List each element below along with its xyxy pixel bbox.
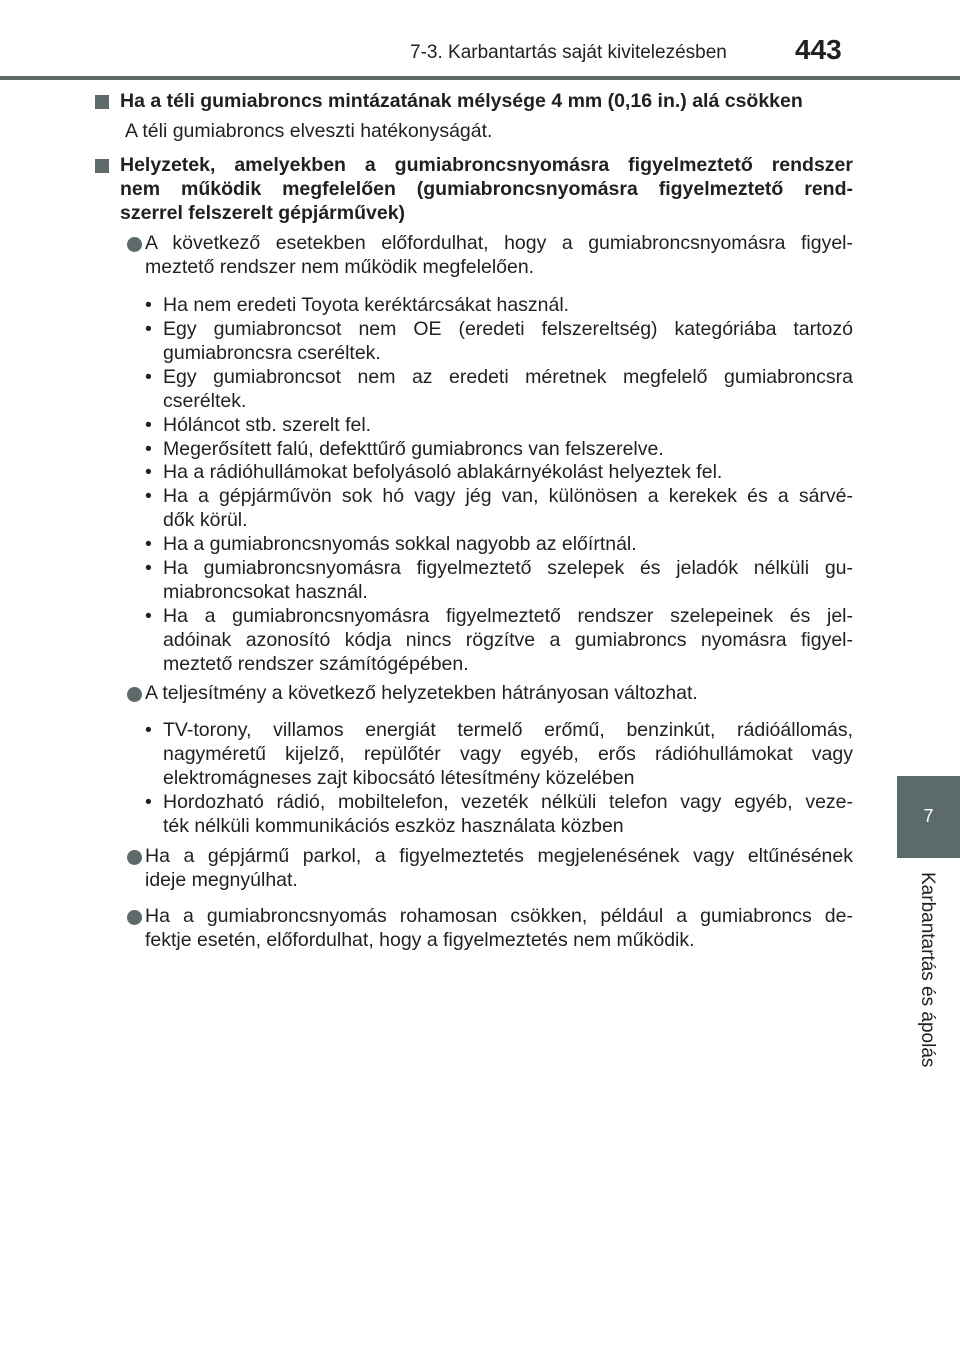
point-text-line: fektje esetén, előfordulhat, hogy a figyelmeztetés nem működik. — [145, 928, 695, 951]
point-text-line: meztető rendszer nem működik megfelelően. — [145, 256, 535, 279]
point-item — [108, 682, 853, 838]
section-tpms-situations — [108, 154, 853, 953]
point-bullet-icon — [127, 910, 142, 925]
point-item — [108, 232, 853, 676]
list-item-line: TV-torony, villamos energiát termelő erőmű, benzinkút, rádióállomás, — [163, 719, 853, 742]
running-header-title: 7-3. Karbantartás saját kivitelezésben — [410, 42, 727, 63]
point-text-line: A teljesítmény a következő helyzetekben hátrányosan változhat. — [145, 682, 698, 705]
list-item — [145, 318, 853, 366]
list-item-line: Ha a gépjárművön sok hó vagy jég van, különösen a kerekek és a sárvé- — [163, 485, 853, 508]
page-number: 443 — [795, 34, 842, 65]
list-item — [145, 437, 853, 462]
bullet-glyph: • — [145, 485, 152, 508]
section-heading-line: nem működik megfelelően (gumiabroncsnyomásra figyelmeztető rend- — [120, 177, 853, 200]
bullet-list — [145, 294, 853, 676]
bullet-glyph: • — [145, 791, 152, 814]
list-item-line: adóinak azonosító kódja nincs rögzítve a gumiabroncs nyomásra figyel- — [163, 628, 853, 651]
bullet-glyph: • — [145, 719, 152, 742]
section-winter-tire — [108, 90, 853, 144]
point-item — [108, 905, 853, 953]
list-item-line: elektromágneses zajt kibocsátó létesítmény közelében — [163, 767, 635, 790]
bullet-glyph: • — [145, 557, 152, 580]
point-bullet-icon — [127, 237, 142, 252]
section-heading-line: szerrel felszerelt gépjárművek) — [120, 201, 406, 224]
chapter-number: 7 — [923, 806, 934, 826]
point-text-line: Ha a gépjármű parkol, a figyelmeztetés megjelenésének vagy eltűnésének — [145, 844, 853, 867]
list-item-line: miabroncsokat használ. — [163, 580, 368, 603]
section-body-line: A téli gumiabroncs elveszti hatékonyságát. — [125, 119, 493, 142]
section-marker-icon — [95, 159, 109, 173]
list-item-line: Megerősített falú, defekttűrő gumiabroncs van felszerelve. — [163, 437, 664, 460]
bullet-glyph: • — [145, 604, 152, 627]
section-heading-line: Ha a téli gumiabroncs mintázatának mélysége 4 mm (0,16 in.) alá csökken — [120, 90, 803, 112]
list-item-line: Hordozható rádió, mobiltelefon, vezeték nélküli telefon vagy egyéb, veze- — [163, 791, 853, 814]
bullet-glyph: • — [145, 437, 152, 460]
list-item — [145, 413, 853, 438]
list-item-line: Ha a gumiabroncsnyomásra figyelmeztető rendszer szelepeinek és jel- — [163, 604, 853, 627]
list-item-line: nagyméretű kijelző, repülőtér vagy egyéb, erős rádióhullámokat vagy — [163, 743, 853, 766]
list-item-line: Hóláncot stb. szerelt fel. — [163, 413, 372, 436]
list-item — [145, 533, 853, 557]
list-item-line: gumiabroncsra cseréltek. — [163, 342, 381, 365]
list-item — [145, 365, 853, 414]
point-bullet-icon — [127, 687, 142, 702]
point-text-line: Ha a gumiabroncsnyomás rohamosan csökken, például a gumiabroncs de- — [145, 904, 853, 927]
list-item — [145, 719, 853, 791]
section-heading-line: Helyzetek, amelyekben a gumiabroncsnyomásra figyelmeztető rendszer — [120, 153, 853, 176]
bullet-glyph: • — [145, 413, 152, 436]
bullet-glyph: • — [145, 533, 152, 556]
chapter-tab — [897, 776, 960, 858]
point-bullet-icon — [127, 850, 142, 865]
list-item-line: Ha nem eredeti Toyota keréktárcsákat használ. — [163, 294, 570, 317]
list-item-line: cseréltek. — [163, 389, 247, 412]
header-divider — [0, 76, 960, 80]
list-item-line: Ha a rádióhullámokat befolyásoló ablakárnyékolást helyeztek fel. — [163, 461, 723, 484]
list-item-line: Ha gumiabroncsnyomásra figyelmeztető szelepek és jeladók nélküli gu- — [163, 557, 853, 580]
point-text-line: ideje megnyúlhat. — [145, 868, 298, 891]
list-item — [145, 791, 853, 839]
bullet-glyph: • — [145, 365, 152, 388]
bullet-glyph: • — [145, 318, 152, 341]
list-item — [145, 461, 853, 485]
chapter-title-vertical: Karbantartás és ápolás — [917, 872, 938, 1068]
list-item-line: meztető rendszer számítógépében. — [163, 652, 469, 675]
bullet-list — [145, 719, 853, 838]
list-item — [145, 604, 853, 677]
list-item-line: ték nélküli kommunikációs eszköz használata közben — [163, 814, 624, 837]
point-item — [108, 845, 853, 893]
list-item-line: Egy gumiabroncsot nem az eredeti méretnek megfelelő gumiabroncsra — [163, 365, 853, 388]
section-marker-icon — [95, 95, 109, 109]
bullet-glyph: • — [145, 294, 152, 317]
list-item — [145, 485, 853, 533]
list-item-line: dők körül. — [163, 509, 248, 532]
list-item — [145, 557, 853, 605]
page-content — [108, 90, 853, 952]
bullet-glyph: • — [145, 461, 152, 484]
point-text-line: A következő esetekben előfordulhat, hogy a gumiabroncsnyomásra figyel- — [145, 232, 853, 255]
list-item-line: Egy gumiabroncsot nem OE (eredeti felszereltség) kategóriába tartozó — [163, 318, 853, 341]
list-item-line: Ha a gumiabroncsnyomás sokkal nagyobb az előírtnál. — [163, 533, 637, 556]
list-item — [145, 294, 853, 318]
